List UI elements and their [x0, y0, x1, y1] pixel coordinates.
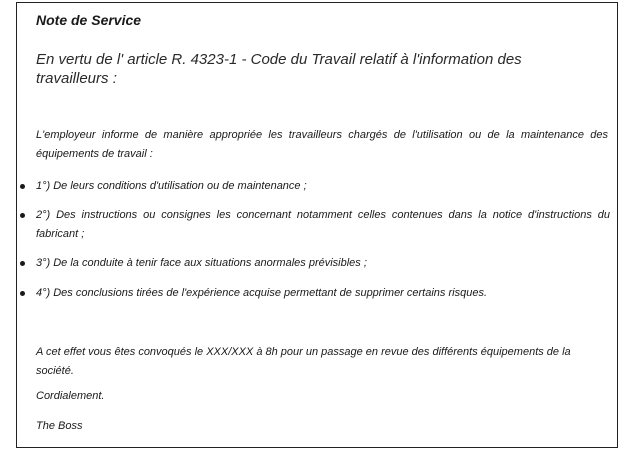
legal-reference: En vertu de l' article R. 4323-1 - Code du Travail relatif à l'information des travailleurs : [36, 51, 522, 87]
document-title: Note de Service [36, 12, 142, 28]
list-item-text: 2°) Des instructions ou consignes les concernant notamment celles contenues dans la notice d'instructions du fabricant ; [36, 209, 610, 240]
list-item [20, 177, 610, 196]
bullet-icon [20, 184, 25, 189]
list-item [20, 284, 610, 303]
list-item-text: 3°) De la conduite à tenir face aux situations anormales prévisibles ; [36, 257, 367, 269]
list-item [20, 206, 610, 244]
bullet-icon [20, 261, 25, 266]
closing-paragraph: A cet effet vous êtes convoqués le XXX/XXX à 8h pour un passage en revue des différents équipements de la société. [36, 346, 571, 377]
list-item-text: 4°) Des conclusions tirées de l'expérience acquise permettant de supprimer certains risques. [36, 287, 487, 299]
bullet-icon [20, 291, 25, 296]
intro-paragraph: L'employeur informe de manière appropriée les travailleurs chargés de l'utilisation ou de la maintenance des équipements de travail : [36, 129, 608, 160]
list-item [20, 254, 610, 273]
bullet-icon [20, 213, 25, 218]
list-item-text: 1°) De leurs conditions d'utilisation ou de maintenance ; [36, 180, 307, 192]
signature: The Boss [36, 420, 83, 432]
regards-line: Cordialement. [36, 390, 105, 402]
